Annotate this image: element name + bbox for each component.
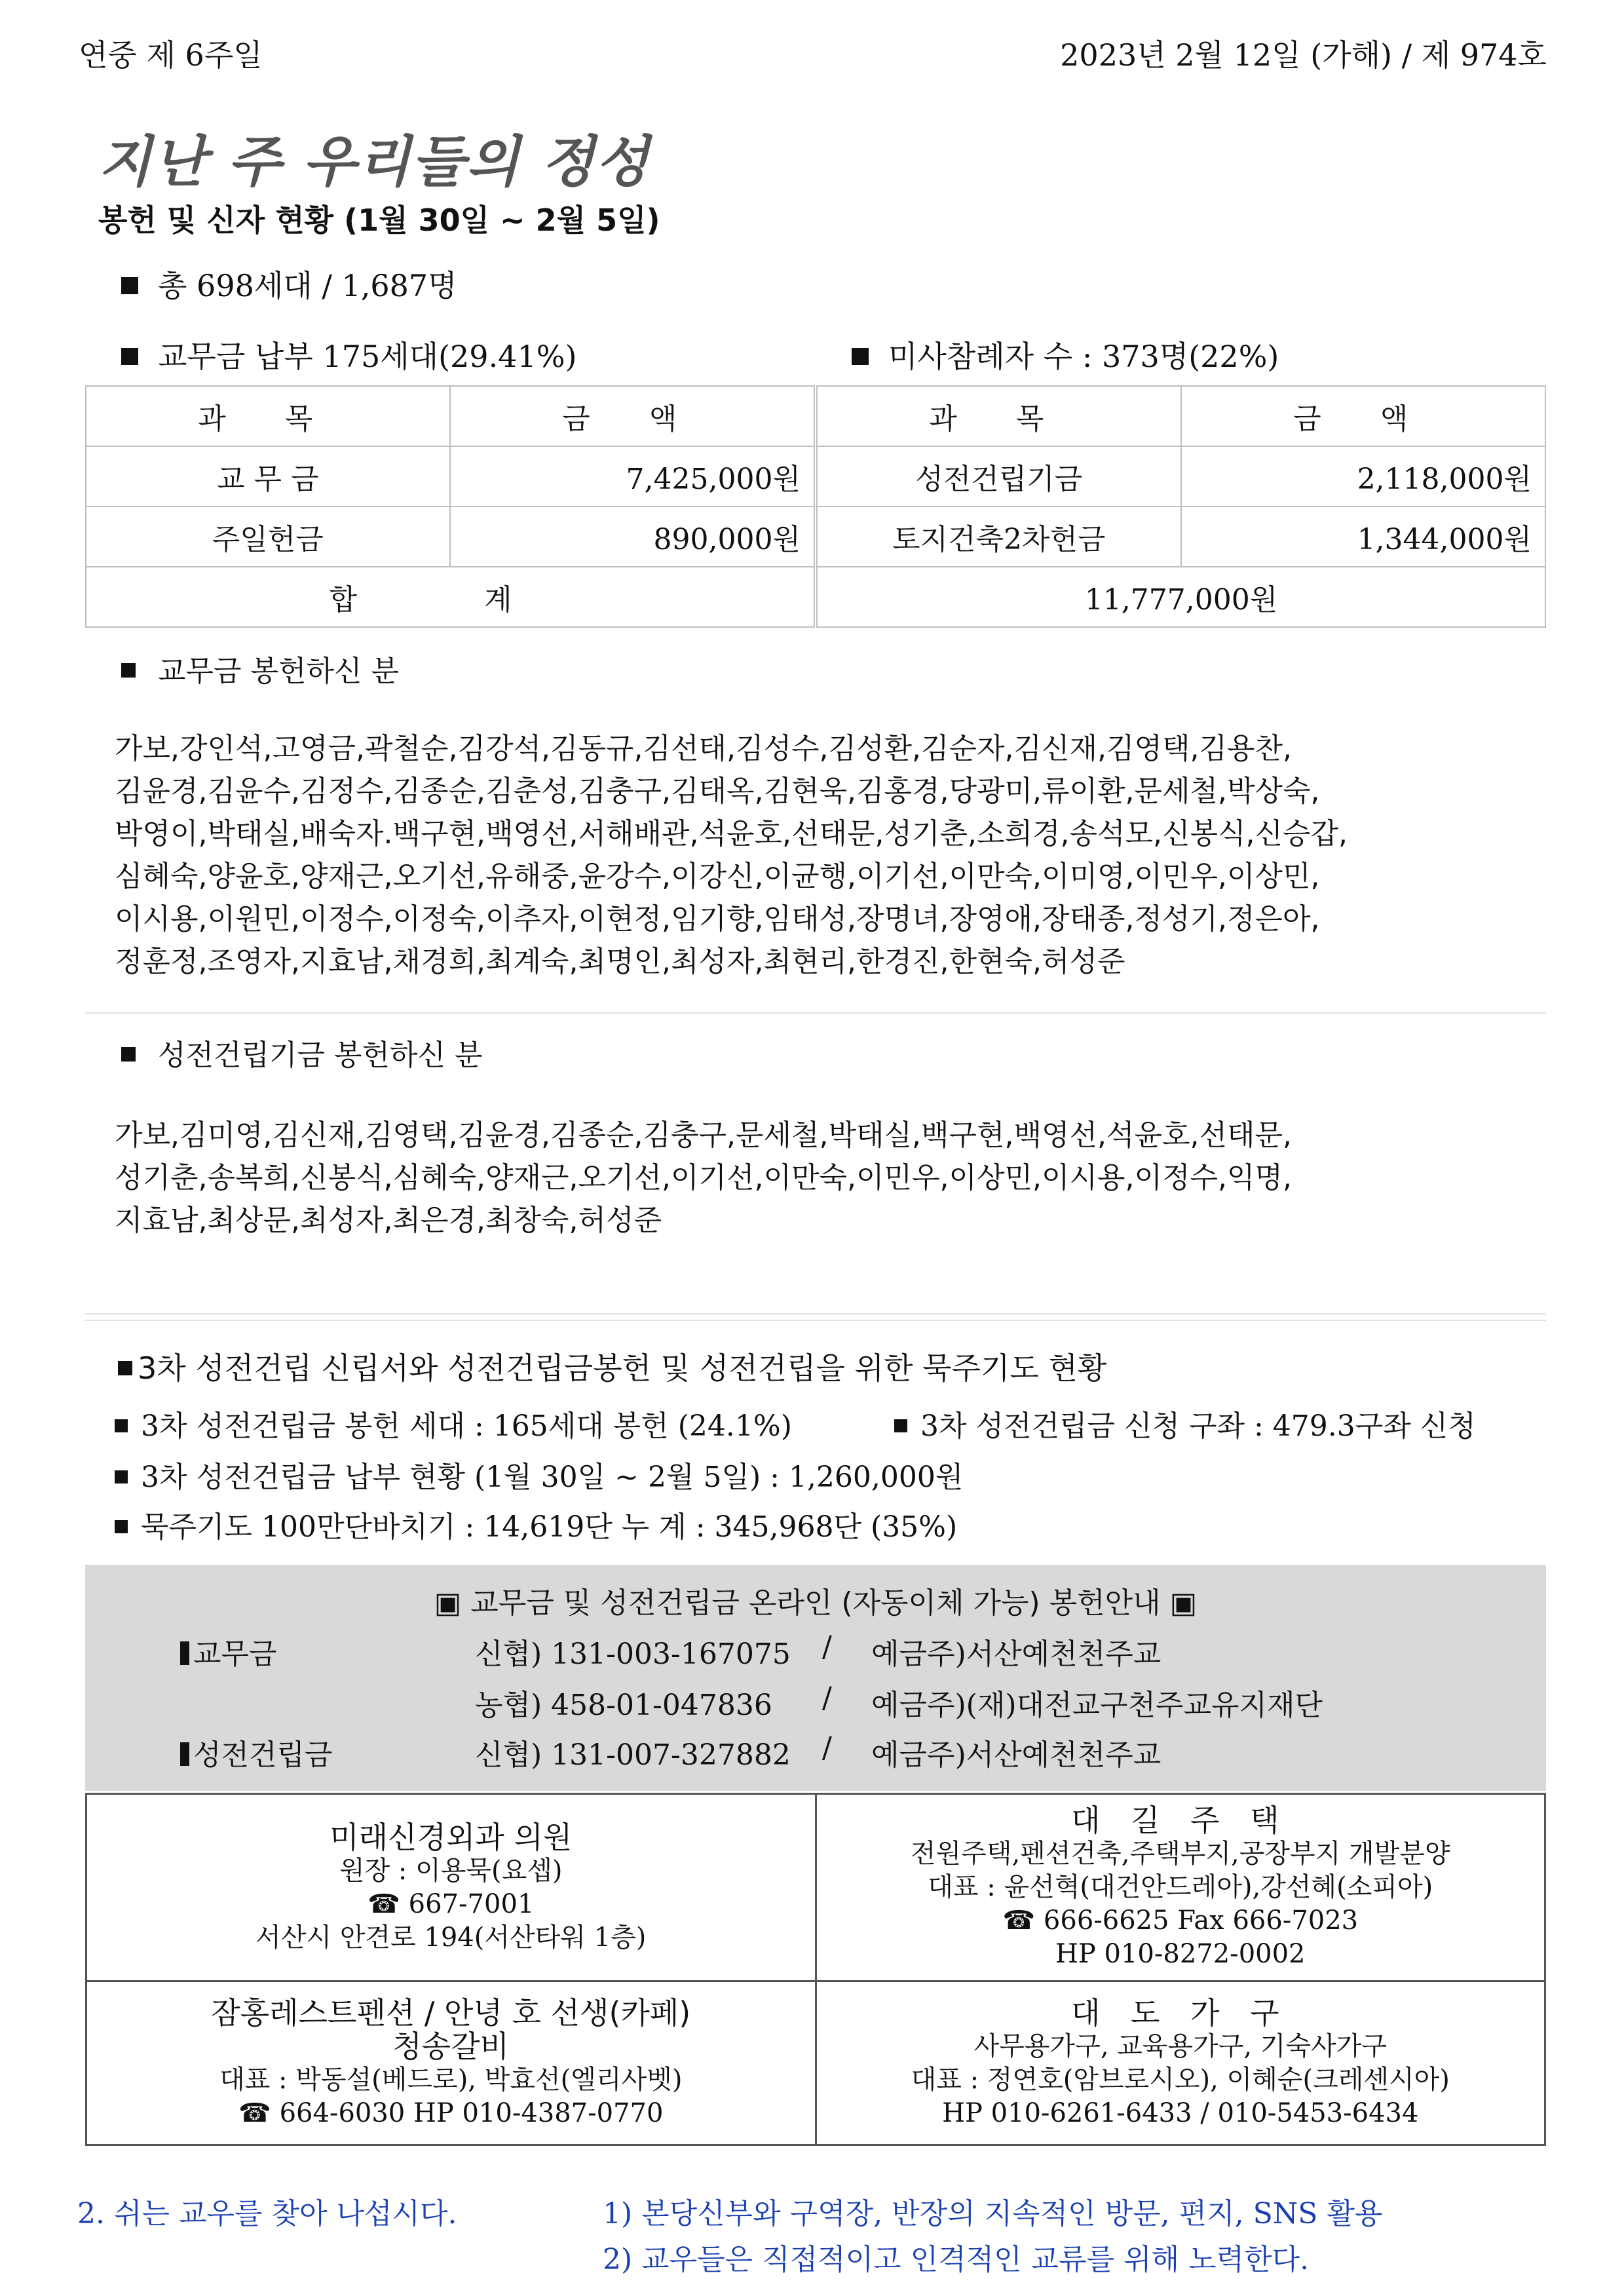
table-row: [86, 507, 1545, 567]
bar-marker-icon: [180, 1742, 189, 1766]
account-label: 교무금: [180, 1630, 277, 1672]
stat-paid: 교무금 납부 175세대(29.41%): [121, 333, 576, 376]
ad-phone: ☎ 666-6625 Fax 666-7023: [1002, 1905, 1359, 1936]
ad-name: 미래신경외과 의원: [330, 1819, 573, 1855]
ad-line: 대표 : 정연호(암브로시오), 이혜순(크레센시아): [911, 2064, 1450, 2095]
donor-list-building: [115, 1114, 1556, 1242]
donors-heading-building: 성전건립기금 봉헌하신 분: [121, 1031, 483, 1073]
subject-cell: 주일헌금: [86, 507, 450, 567]
building-accounts: 3차 성전건립금 신청 구좌 : 479.3구좌 신청: [894, 1402, 1476, 1444]
ad-phone: ☎ 667-7001: [368, 1888, 535, 1919]
ad-name: 대 길 주 택: [1070, 1803, 1290, 1838]
online-offering-title: ▣ 교무금 및 성전건립금 온라인 (자동이체 가능) 봉헌안내 ▣: [434, 1586, 1198, 1620]
account-separator: /: [822, 1731, 832, 1765]
ad-phone: ☎ 664-6030 HP 010-4387-0770: [238, 2097, 664, 2128]
ad-phone: HP 010-8272-0002: [1055, 1939, 1306, 1969]
divider: [85, 1320, 1546, 1321]
list-item: 지효남,최상문,최성자,최은경,최창숙,허성준: [115, 1204, 662, 1237]
list-item: 김윤경,김윤수,김정수,김종순,김춘성,김충구,김태옥,김현욱,김홍경,당광미,류이환,문세철,박상숙,: [115, 775, 1320, 808]
account-holder: 예금주)서산예천천주교: [871, 1738, 1161, 1772]
donors-heading-dues: 교무금 봉헌하신 분: [121, 647, 399, 689]
page-title: 지난 주 우리들의 정성: [98, 130, 651, 194]
square-bullet-icon: [115, 1520, 128, 1533]
ad-clinic: [86, 1794, 816, 1981]
list-item: 이시용,이원민,이정수,이정숙,이추자,이현정,임기향,임태성,장명녀,장영애,장태종,정성기,정은아,: [115, 902, 1320, 936]
offering-table: [85, 385, 1546, 628]
list-item: 성기춘,송복희,신봉식,심혜숙,양재근,오기선,이기선,이만숙,이민우,이상민,이시용,이정수,익명,: [115, 1161, 1292, 1195]
ad-line: 대표 : 윤선혁(대건안드레아),강선혜(소피아): [928, 1872, 1433, 1902]
square-bullet-icon: [121, 663, 136, 678]
subject-cell: 교 무 금: [86, 446, 450, 507]
amount-cell: 1,344,000원: [1181, 507, 1545, 567]
ad-name: 잠홍레스트펜션 / 안녕 호 선생(카페): [211, 1995, 691, 2031]
donor-list-dues: [115, 727, 1556, 983]
header-amount: 금 액: [1181, 386, 1545, 446]
total-value: 11,777,000원: [816, 567, 1545, 627]
ad-name: 청송갈비: [392, 2028, 510, 2064]
account-number: 농협) 458-01-047836: [475, 1689, 772, 1722]
footer-item: 2. 쉬는 교우를 찾아 나섭시다.: [77, 2197, 457, 2230]
ad-furniture: [816, 1981, 1545, 2145]
bulletin-week: 연중 제 6주일: [79, 37, 263, 73]
building-payment: 3차 성전건립금 납부 현황 (1월 30일 ~ 2월 5일) : 1,260,000원: [115, 1453, 963, 1495]
bar-marker-icon: [180, 1641, 189, 1665]
square-bullet-icon: [121, 348, 138, 365]
bulletin-date-issue: 2023년 2월 12일 (가해) / 제 974호: [1060, 37, 1547, 73]
building-status-heading: 3차 성전건립 신립서와 성전건립금봉헌 및 성전건립을 위한 묵주기도 현황: [118, 1345, 1106, 1388]
account-number: 신협) 131-007-327882: [475, 1738, 791, 1772]
online-offering-box: [85, 1565, 1546, 1791]
square-bullet-icon: [894, 1419, 907, 1432]
ad-name: 대 도 가 구: [1070, 1995, 1290, 2031]
ad-line: 대표 : 박동설(베드로), 박효선(엘리사벳): [219, 2064, 683, 2095]
building-households: 3차 성전건립금 봉헌 세대 : 165세대 봉헌 (24.1%): [115, 1402, 792, 1444]
stat-mass: 미사참례자 수 : 373명(22%): [852, 333, 1279, 376]
square-bullet-icon: [118, 1361, 132, 1375]
ad-phone: HP 010-6261-6433 / 010-5453-6434: [942, 2097, 1419, 2128]
amount-cell: 2,118,000원: [1181, 446, 1545, 507]
account-holder: 예금주)서산예천천주교: [871, 1637, 1161, 1671]
square-bullet-icon: [115, 1419, 128, 1432]
rosary-status: 묵주기도 100만단바치기 : 14,619단 누 계 : 345,968단 (35%): [115, 1503, 957, 1545]
account-separator: /: [822, 1681, 832, 1715]
page-subtitle: 봉헌 및 신자 현황 (1월 30일 ~ 2월 5일): [98, 202, 660, 238]
ad-address: 서산시 안견로 194(서산타워 1층): [255, 1922, 647, 1953]
account-holder: 예금주)(재)대전교구천주교유지재단: [871, 1689, 1323, 1722]
ad-housing: [816, 1794, 1545, 1981]
account-label: 성전건립금: [180, 1731, 333, 1773]
divider: [85, 1012, 1546, 1014]
square-bullet-icon: [121, 277, 138, 294]
header-subject: 과 목: [86, 386, 450, 446]
table-header-row: [86, 386, 1545, 446]
ad-line: 전원주택,펜션건축,주택부지,공장부지 개발분양: [910, 1839, 1450, 1869]
header-amount: 금 액: [450, 386, 816, 446]
account-separator: /: [822, 1630, 832, 1664]
table-total-row: [86, 567, 1545, 627]
stat-total: 총 698세대 / 1,687명: [121, 262, 457, 305]
list-item: 심혜숙,양윤호,양재근,오기선,유해중,윤강수,이강신,이균행,이기선,이만숙,이미영,이민우,이상민,: [115, 860, 1320, 893]
list-item: 가보,강인석,고영금,곽철순,김강석,김동규,김선태,김성수,김성환,김순자,김신재,김영택,김용찬,: [115, 732, 1292, 765]
divider: [85, 1313, 1546, 1314]
square-bullet-icon: [852, 348, 869, 365]
account-number: 신협) 131-003-167075: [475, 1637, 791, 1671]
footer-subitem: 2) 교우들은 직접적이고 인격적인 교류를 위해 노력한다.: [603, 2243, 1310, 2276]
square-bullet-icon: [121, 1047, 136, 1062]
ad-line: 사무용가구, 교육용가구, 기숙사가구: [973, 2031, 1387, 2061]
footer-subitem: 1) 본당신부와 구역장, 반장의 지속적인 방문, 편지, SNS 활용: [603, 2197, 1383, 2230]
ad-line: 원장 : 이용묵(요셉): [339, 1855, 563, 1886]
table-row: [86, 446, 1545, 507]
amount-cell: 890,000원: [450, 507, 816, 567]
subject-cell: 성전건립기금: [816, 446, 1181, 507]
ad-pension: [86, 1981, 816, 2145]
amount-cell: 7,425,000원: [450, 446, 816, 507]
sponsor-ads: [85, 1793, 1546, 2146]
list-item: 가보,김미영,김신재,김영택,김윤경,김종순,김충구,문세철,박태실,백구현,백영선,석윤호,선태문,: [115, 1119, 1292, 1152]
subject-cell: 토지건축2차헌금: [816, 507, 1181, 567]
total-label: 합 계: [86, 567, 816, 627]
list-item: 박영이,박태실,배숙자.백구현,백영선,서해배관,석윤호,선태문,성기춘,소희경,송석모,신봉식,신승갑,: [115, 817, 1348, 851]
square-bullet-icon: [115, 1470, 128, 1483]
list-item: 정훈정,조영자,지효남,채경희,최계숙,최명인,최성자,최현리,한경진,한현숙,허성준: [115, 945, 1125, 978]
header-subject: 과 목: [816, 386, 1181, 446]
